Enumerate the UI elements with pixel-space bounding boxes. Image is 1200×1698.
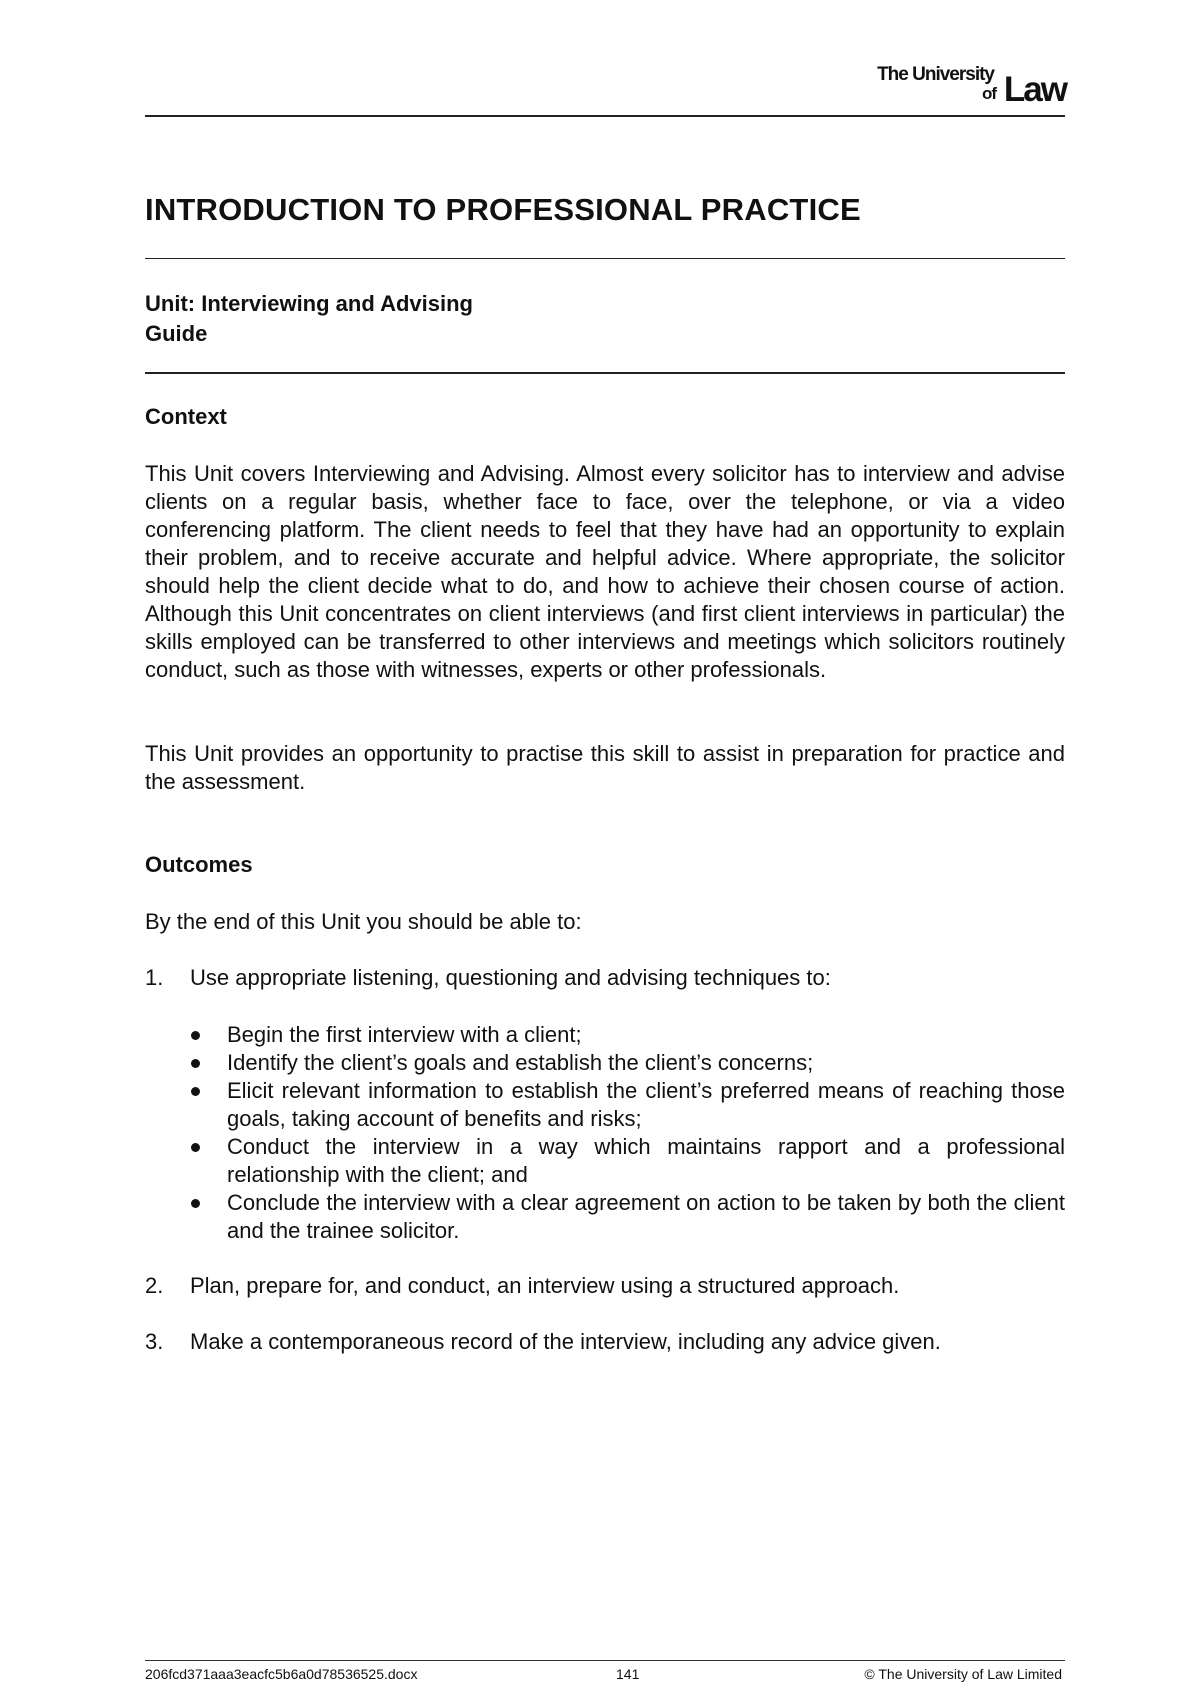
outcomes-intro: By the end of this Unit you should be able to: <box>145 909 582 934</box>
document-title: INTRODUCTION TO PROFESSIONAL PRACTICE <box>145 192 861 227</box>
outcome-text: Make a contemporaneous record of the interview, including any advice given. <box>190 1329 941 1354</box>
footer-filename: 206fcd371aaa3eacfc5b6a0d78536525.docx <box>145 1666 418 1682</box>
bullet-dot-icon <box>191 1059 200 1068</box>
unit-name: Unit: Interviewing and Advising <box>145 291 473 316</box>
university-of-law-logo <box>850 64 1070 110</box>
outcome-number: 1. <box>145 965 164 990</box>
footer-rule <box>145 1660 1065 1661</box>
outcomes-heading: Outcomes <box>145 852 253 877</box>
logo-law: Law <box>1003 70 1066 109</box>
footer-copyright: © The University of Law Limited <box>864 1666 1062 1682</box>
outcome-number: 2. <box>145 1273 164 1298</box>
unit-rule <box>145 372 1065 374</box>
header-rule <box>145 115 1065 117</box>
unit-heading <box>145 289 473 349</box>
bullet-dot-icon <box>191 1031 200 1040</box>
title-rule <box>145 258 1065 259</box>
bullet-item: Conclude the interview with a clear agreement on action to be taken by both the client and the trainee solicitor. <box>145 1189 1065 1245</box>
outcome-text: Plan, prepare for, and conduct, an interview using a structured approach. <box>190 1273 900 1298</box>
context-paragraph-2: This Unit provides an opportunity to practise this skill to assist in preparation for practice and the assessment. <box>145 741 1065 794</box>
outcome-number: 3. <box>145 1329 164 1354</box>
logo-line1: The University <box>877 64 994 85</box>
bullet-item: Elicit relevant information to establish the client’s preferred means of reaching those goals, taking account of benefits and risks; <box>145 1077 1065 1133</box>
outcome-text: Use appropriate listening, questioning and advising techniques to: <box>190 965 831 990</box>
unit-guide: Guide <box>145 321 208 346</box>
context-paragraph-1: This Unit covers Interviewing and Advising. Almost every solicitor has to interview and advise clients on a regular basis, whether face to face, over the telephone, or via a video conferencing platform. The client needs to feel that they have had an opportunity to explain their problem, and to receive accurate and helpful advice. Where appropriate, the solicitor should help the client decide what to do, and how to achieve their chosen course of action. Although this Unit concentrates on client interviews (and first client interviews in particular) the skills employed can be transferred to other interviews and meetings which solicitors routinely conduct, such as those with witnesses, experts or other professionals. <box>145 461 1065 682</box>
bullet-item: Identify the client’s goals and establish the client’s concerns; <box>145 1049 1065 1077</box>
footer-page-number: 141 <box>616 1666 640 1682</box>
bullet-dot-icon <box>191 1087 200 1096</box>
bullet-dot-icon <box>191 1199 200 1208</box>
logo-of: of <box>981 84 996 103</box>
bullet-item: Begin the first interview with a client; <box>145 1021 1065 1049</box>
bullet-item: Conduct the interview in a way which maintains rapport and a professional relationship with the client; and <box>145 1133 1065 1189</box>
context-heading: Context <box>145 404 227 429</box>
bullet-dot-icon <box>191 1143 200 1152</box>
outcome-1-bullet-list <box>145 1021 1065 1245</box>
